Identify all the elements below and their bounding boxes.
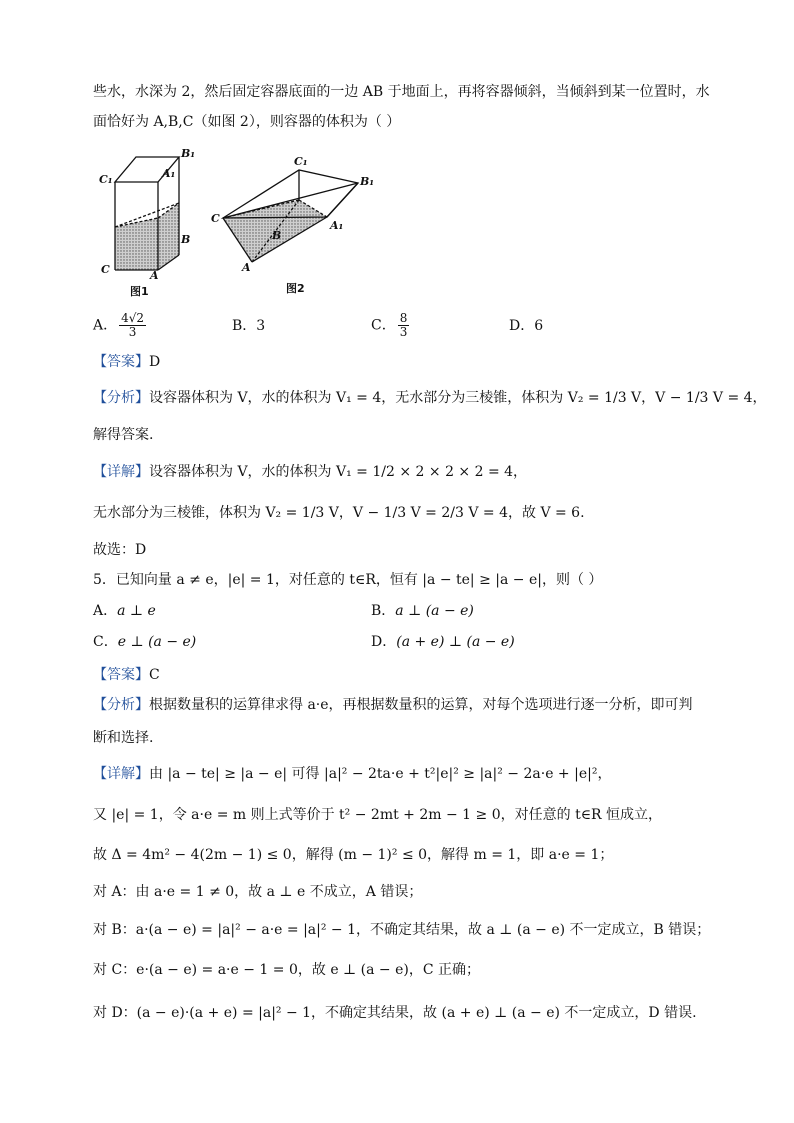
q5-detail-line-4: 对 A：由 a·e = 1 ≠ 0，故 a ⊥ e 不成立，A 错误； [93,884,423,900]
q5-option-d [371,632,515,652]
fig1-label-C1: C₁ [99,173,113,186]
q5-detail [93,764,611,784]
q4-option-c-den: 3 [399,325,408,339]
q4-option-c-frac [398,312,410,339]
q5-option-b [371,601,474,621]
q5-option-a-letter: A． [93,603,118,619]
fig2-label-A1: A₁ [330,219,344,232]
q4-option-b-letter: B． [232,318,257,334]
q4-option-c-num: 8 [399,311,408,325]
q4-option-b [232,316,265,336]
q4-option-a-frac [119,312,146,339]
q4-answer [93,352,160,372]
q5-detail-line-2: 又 |e| = 1，令 a·e = m 则上式等价于 t² − 2mt + 2m − 1 ≥ 0，对任意的 t∈R 恒成立， [93,807,663,823]
q4-option-a-num: 4√2 [121,311,145,325]
fig1-water [115,203,179,270]
analysis-tag: 【分析】 [93,697,149,713]
q4-option-a [93,312,148,339]
analysis-text: 设容器体积为 V，水的体积为 V₁ = 4，无水部分为三棱锥，体积为 V₂ = 1/3 V，V − 1/3 V = 4， [149,390,767,406]
q4-option-b-text: 3 [256,318,266,334]
q4-analysis [93,388,767,408]
detail-tag: 【详解】 [93,464,149,480]
fig2-label-C: C [211,212,220,225]
q4-option-a-den: 3 [128,325,137,339]
intro-line-2: 面恰好为 A,B,C（如图 2），则容器的体积为（ ） [93,114,401,130]
fig1-caption: 图1 [130,285,149,298]
q4-option-d [509,316,543,336]
q5-option-b-text: a ⊥ (a − e) [395,603,474,619]
q4-option-d-letter: D． [509,318,535,334]
q5-option-b-letter: B． [371,603,396,619]
q5-analysis [93,695,693,715]
q5-stem: 5．已知向量 a ≠ e，|e| = 1，对任意的 t∈R，恒有 |a − te| ≥ |a − e|，则（ ） [93,572,603,588]
q4-option-d-text: 6 [534,318,544,334]
fig2-label-A: A [242,261,251,274]
q5-detail-line-6: 对 C：e·(a − e) = a·e − 1 = 0，故 e ⊥ (a − e)，C 正确； [93,962,481,978]
answer-tag: 【答案】 [93,354,149,370]
q5-detail-line-3: 故 Δ = 4m² − 4(2m − 1) ≤ 0，解得 (m − 1)² ≤ 0，解得 m = 1，即 a·e = 1； [93,847,614,863]
answer-tag: 【答案】 [93,667,149,683]
fig2-label-B: B [272,229,282,242]
fig2-label-C1: C₁ [294,155,308,168]
fig1-label-A: A [150,269,159,282]
intro-line-1: 些水，水深为 2，然后固定容器底面的一边 AB 于地面上，再将容器倾斜，当倾斜到某一位置时，水 [93,84,710,100]
q5-option-c [93,632,196,652]
detail-tag: 【详解】 [93,766,149,782]
analysis-text: 根据数量积的运算律求得 a·e，再根据数量积的运算，对每个选项进行逐一分析，即可判 [149,697,693,713]
q5-detail-line-7: 对 D：(a − e)·(a + e) = |a|² − 1，不确定其结果，故 (a + e) ⊥ (a − e) 不一定成立，D 错误. [93,1005,697,1021]
fig2-caption: 图2 [286,282,305,295]
q4-analysis-end: 解得答案. [93,427,154,443]
answer-value: D [149,354,161,370]
q4-option-a-letter: A． [93,317,118,334]
q4-choose: 故选：D [93,542,147,558]
geometry-figures [90,145,390,300]
q4-detail-line-2: 无水部分为三棱锥，体积为 V₂ = 1/3 V，V − 1/3 V = 2/3 V = 4，故 V = 6. [93,505,585,521]
q5-option-c-text: e ⊥ (a − e) [117,634,197,650]
analysis-tag: 【分析】 [93,390,149,406]
detail-text: 由 |a − te| ≥ |a − e| 可得 |a|² − 2ta·e + t²|e|² ≥ |a|² − 2a·e + |e|²， [149,766,612,782]
q5-option-d-letter: D． [371,634,397,650]
q5-analysis-line-2: 断和选择. [93,730,154,746]
q5-detail-line-5: 对 B：a·(a − e) = |a|² − a·e = |a|² − 1，不确定其结果，故 a ⊥ (a − e) 不一定成立，B 错误； [93,922,711,938]
q4-detail [93,462,527,482]
answer-value: C [149,667,160,683]
fig2-label-B1: B₁ [360,175,375,188]
q4-option-c [371,312,411,339]
q5-option-a [93,601,156,621]
fig1-label-A1: A₁ [162,167,176,180]
q5-option-c-letter: C． [93,634,118,650]
q5-answer [93,665,160,685]
figure-2 [223,170,358,262]
fig1-label-C: C [101,263,110,276]
q5-option-a-text: a ⊥ e [117,603,156,619]
fig1-label-B1: B₁ [181,147,196,160]
fig1-label-B: B [181,233,191,246]
q4-option-c-letter: C． [371,317,396,334]
detail-text: 设容器体积为 V，水的体积为 V₁ = 1/2 × 2 × 2 × 2 = 4， [149,464,528,480]
q5-option-d-text: (a + e) ⊥ (a − e) [396,634,515,650]
